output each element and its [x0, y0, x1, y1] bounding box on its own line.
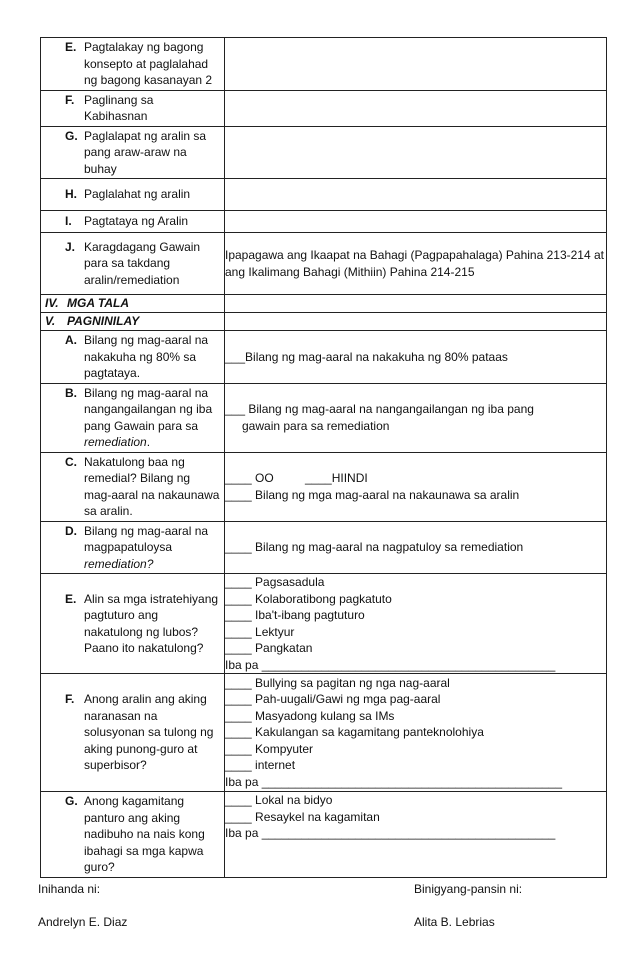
item-letter: B.: [65, 385, 77, 400]
table-row: [41, 792, 607, 878]
option-line: ____ Masyadong kulang sa IMs: [225, 708, 395, 723]
noted-by-name: Alita B. Lebrias: [414, 915, 495, 929]
item-letter: J.: [65, 239, 76, 254]
table-row: [41, 211, 607, 233]
item-text: Bilang ng mag-aaral na nakakuha ng 80% sa pagtataya.: [84, 333, 209, 380]
answer-cell: [225, 38, 607, 91]
item-letter: C.: [65, 454, 77, 469]
other-line: Iba pa ____________________________________________: [225, 657, 556, 672]
item-letter: D.: [65, 523, 77, 538]
item-letter: H.: [65, 187, 77, 202]
option-line: ____ Pangkatan: [225, 641, 313, 655]
item-letter: A.: [65, 333, 77, 347]
section-row: [41, 313, 607, 331]
item-letter: G.: [65, 128, 78, 143]
item-letter: F.: [65, 692, 75, 707]
item-text: Paglinang sa Kabihasnan: [84, 92, 154, 123]
answer-cell: [225, 179, 607, 211]
option-line: ____ internet: [225, 758, 296, 773]
table-row: [41, 233, 607, 295]
answer-cell: [225, 90, 607, 126]
option-line: ____ Kompyuter: [225, 741, 314, 756]
answer-line: ____ Bilang ng mag-aaral na nagpatuloy sa remediation: [225, 540, 524, 554]
table-row: [41, 179, 607, 211]
option-line: ____ Pah-uugali/Gawi ng mga pag-aaral: [225, 692, 441, 707]
item-text: Pagtataya ng Aralin: [84, 214, 189, 229]
table-row: [41, 90, 607, 126]
table-row: [41, 331, 607, 384]
item-text: Bilang ng mag-aaral na nangangailangan ng iba pang Gawain para sa: [84, 385, 213, 433]
item-text-italic: remediation?: [84, 556, 154, 571]
table-row: [41, 674, 607, 792]
item-letter: G.: [65, 794, 78, 808]
option-line: ____ Lokal na bidyo: [225, 793, 333, 807]
option-line: ____ Pagsasadula: [225, 575, 325, 589]
oo-option: ____ OO: [225, 471, 274, 485]
option-line: ____ Iba't-ibang pagtuturo: [225, 608, 365, 622]
item-text: Bilang ng mag-aaral na magpapatuloysa: [84, 523, 209, 554]
table-row: [41, 452, 607, 521]
option-line: ____ Kolaboratibong pagkatuto: [225, 591, 392, 606]
item-letter: I.: [65, 214, 72, 229]
item-text: Karagdagang Gawain para sa takdang aralin/remediation: [84, 239, 201, 287]
lesson-plan-table: [40, 37, 607, 878]
item-text: Paglalahat ng aralin: [84, 187, 191, 202]
table-row: [41, 38, 607, 91]
item-letter: E.: [65, 591, 77, 606]
noted-by-label: Binigyang-pansin ni:: [414, 882, 523, 896]
option-line: ____ Kakulangan sa kagamitang panteknolohiya: [225, 725, 484, 740]
section-row: [41, 295, 607, 313]
option-line: ____ Resaykel na kagamitan: [225, 809, 380, 824]
section-number: V.: [45, 314, 56, 329]
other-line: Iba pa ____________________________________________: [225, 826, 556, 840]
answer-line: gawain para sa remediation: [242, 418, 390, 433]
other-line: Iba pa _____________________________________________: [225, 774, 563, 789]
table-row: [41, 521, 607, 574]
answer-line: ___Bilang ng mag-aaral na nakakuha ng 80% pataas: [225, 349, 508, 364]
prepared-by-name: Andrelyn E. Diaz: [38, 915, 128, 929]
item-text: Paglalapat ng aralin sa pang araw-araw na buhay: [84, 128, 207, 176]
hiindi-option: ____HIINDI: [305, 471, 368, 485]
item-text: Alin sa mga istratehiyang pagtuturo ang nakatulong ng lubos? Paano ito nakatulong?: [84, 591, 219, 655]
item-letter: F.: [65, 92, 75, 107]
item-text: Anong aralin ang aking naranasan na solusyonan sa tulong ng aking punong-guro at superbisor?: [84, 692, 214, 773]
item-text: Pagtalakay ng bagong konsepto at paglalahad ng bagong kasanayan 2: [84, 40, 213, 87]
table-row: [41, 574, 607, 674]
section-title: MGA TALA: [67, 296, 129, 311]
item-text: Anong kagamitang panturo ang aking nadibuho na nais kong ibahagi sa mga kapwa guro?: [84, 794, 205, 874]
option-line: ____ Bullying sa pagitan ng nga nag-aaral: [225, 675, 450, 690]
answer-cell: [225, 126, 607, 179]
answer-cell: [225, 211, 607, 233]
item-text-end: .: [146, 435, 151, 449]
option-line: ____ Lektyur: [225, 624, 295, 639]
answer-line: ___ Bilang ng mag-aaral na nangangailangan ng iba pang: [225, 402, 534, 416]
section-number: IV.: [45, 296, 59, 311]
item-letter: E.: [65, 40, 77, 54]
item-text: Nakatulong baa ng remedial? Bilang ng mag-aaral na nakaunawa sa aralin.: [84, 454, 220, 518]
answer-line: ____ Bilang ng mga mag-aaral na nakaunawa sa aralin: [225, 487, 520, 502]
answer-cell: Ipapagawa ang Ikaapat na Bahagi (Pagpapahalaga) Pahina 213-214 at ang Ikalimang Bahagi (Mithiin) Pahina 214-215: [225, 233, 607, 295]
prepared-by-label: Inihanda ni:: [38, 882, 101, 896]
table-row: [41, 126, 607, 179]
item-text-italic: remediation: [84, 435, 147, 449]
section-title: PAGNINILAY: [67, 314, 140, 329]
table-row: [41, 383, 607, 452]
